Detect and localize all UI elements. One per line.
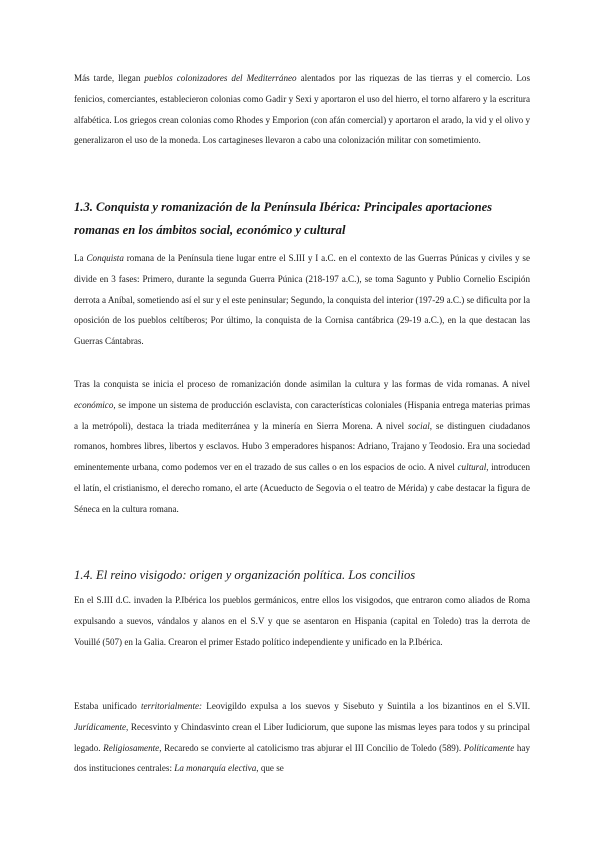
emphasis: Religiosamente [103,742,160,753]
heading-1-4: 1.4. El reino visigodo: origen y organización política. Los concilios [74,568,416,582]
text-run: hay dos instituciones centrales: [74,742,530,774]
emphasis: social [408,420,430,431]
text-run: Tras la conquista se inicia el proceso de romanización donde asimilan la cultura y las formas de vida romanas. A nivel [74,379,530,389]
emphasis: económico [74,399,114,410]
text-run: , que se [256,763,284,774]
text-run: Más tarde, llegan [74,73,145,83]
text-run: La [74,253,87,263]
emphasis: pueblos colonizadores del Mediterráneo [144,73,297,83]
emphasis: Jurídicamente [74,721,127,732]
paragraph-roman-conquest [74,248,530,352]
text-run: , se distinguen ciudadanos romanos, hombres libres, libertos y esclavos. Hubo 3 emperadores hispanos: Adriano, Trajano y Teodosio. Era una sociedad eminentemente urbana, como podemos ver en el trazado de sus calles o en los espacios de ocio. A nivel [74,420,530,473]
text-run: , Recaredo se convierte al catolicismo tras abjurar el III Concilio de Toledo (589). [159,742,464,753]
text-run: , se impone un sistema de producción esclavista, con características coloniales (Hispania entrega materias primas a la metrópoli), destaca la triada mediterránea y la minería en Sierra Morena. A nivel [74,399,530,431]
emphasis: Conquista [86,253,124,263]
paragraph-visigoth-organization [74,696,530,779]
emphasis: territorialmente: [140,701,203,711]
emphasis: La monarquía electiva [174,763,257,774]
text-run: , Recesvinto y Chindasvinto crean el Liber Iudiciorum, que supone las mismas leyes para todos y su principal legado. [74,721,530,753]
text-run: Estaba unificado [74,701,141,711]
paragraph-mediterranean-colonizers [74,68,530,151]
paragraph-romanization [74,374,530,520]
text-run: , introducen el latín, el cristianismo, el derecho romano, el arte (Acueducto de Segovia o el teatro de Mérida) y cabe destacar la figura de Séneca en la cultura romana. [74,462,531,514]
emphasis: Políticamente [463,742,515,753]
text-run: Leovigildo expulsa a los suevos y Sisebuto y Suintila a los bizantinos en el S.VII. [202,701,530,711]
text-run: romana de la Península tiene lugar entre el S.III y I a.C. en el contexto de las Guerras Púnicas y civiles y se divide en 3 fases: Primero, durante la segunda Guerra Púnica (218-197 a.C.), se toma Sagunto y Publio Cornelio Escipión derrota a Aníbal, sometiendo así el sur y el este peninsular; Segundo, la conquista del interior (197-29 a.C.) se dificulta por la oposición de los pueblos celtíberos; Por último, la conquista de la Cornisa cantábrica (29-19 a.C.), en la que destacan las Guerras Cántabras. [74,253,530,347]
text-run: alentados por las riquezas de las tierras y el comercio. Los fenicios, comerciantes, establecieron colonias como Gadir y Sexi y aportaron el uso del hierro, el torno alfarero y la escritura alfabética. Los griegos crean colonias como Rhodes y Emporion (con afán comercial) y aportaron el arado, la vid y el olivo y generalizaron el uso de la moneda. Los cartagineses llevaron a cabo una colonización militar con sometimiento. [74,73,530,146]
emphasis: cultural [457,462,487,473]
heading-1-3: 1.3. Conquista y romanización de la Península Ibérica: Principales aportaciones romanas en los ámbitos social, económico y cultural [74,200,493,237]
paragraph-visigoth-origin: En el S.III d.C. invaden la P.Ibérica los pueblos germánicos, entre ellos los visigodos, que entraron como aliados de Roma expulsando a suevos, vándalos y alanos en el S.V y que se asentaron en Hispania (capital en Toledo) tras la derrota de Vouillé (507) en la Galia. Crearon el primer Estado político independiente y unificado en la P.Ibérica. [74,595,530,647]
